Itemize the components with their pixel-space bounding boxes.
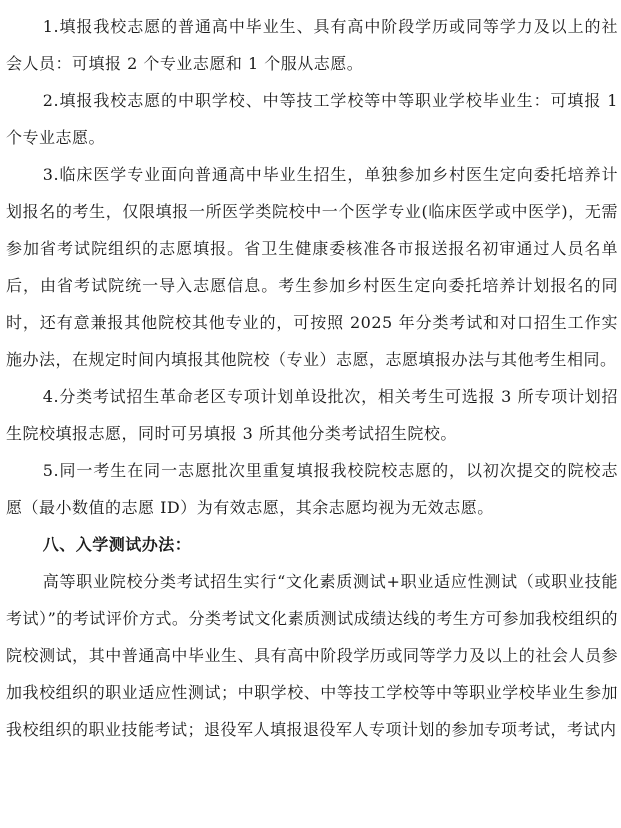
paragraph-5: 5.同一考生在同一志愿批次里重复填报我校院校志愿的，以初次提交的院校志愿（最小数值的志愿 ID）为有效志愿，其余志愿均视为无效志愿。 bbox=[6, 461, 618, 517]
document-page bbox=[6, 8, 618, 748]
paragraph-1: 1.填报我校志愿的普通高中毕业生、具有高中阶段学历或同等学力及以上的社会人员：可填报 2 个专业志愿和 1 个服从志愿。 bbox=[6, 17, 618, 73]
paragraph-3: 3.临床医学专业面向普通高中毕业生招生，单独参加乡村医生定向委托培养计划报名的考生，仅限填报一所医学类院校中一个医学专业(临床医学或中医学)，无需参加省考试院组织的志愿填报。省卫生健康委核准各市报送报名初审通过人员名单后，由省考试院统一导入志愿信息。考生参加乡村医生定向委托培养计划报名的同时，还有意兼报其他院校其他专业的，可按照 2025 年分类考试和对口招生工作实施办法，在规定时间内填报其他院校（专业）志愿，志愿填报办法与其他考生相同。 bbox=[6, 165, 618, 369]
paragraph-2: 2.填报我校志愿的中职学校、中等技工学校等中等职业学校毕业生：可填报 1 个专业志愿。 bbox=[6, 91, 618, 147]
paragraph-4: 4.分类考试招生革命老区专项计划单设批次，相关考生可选报 3 所专项计划招生院校填报志愿，同时可另填报 3 所其他分类考试招生院校。 bbox=[6, 387, 618, 443]
section-body: 高等职业院校分类考试招生实行“文化素质测试+职业适应性测试（或职业技能考试）”的考试评价方式。分类考试文化素质测试成绩达线的考生方可参加我校组织的院校测试，其中普通高中毕业生、具有高中阶段学历或同等学力及以上的社会人员参加我校组织的职业适应性测试；中职学校、中等技工学校等中等职业学校毕业生参加我校组织的职业技能考试；退役军人填报退役军人专项计划的参加专项考试，考试内 bbox=[6, 572, 618, 739]
section-heading: 八、入学测试办法： bbox=[42, 535, 192, 554]
